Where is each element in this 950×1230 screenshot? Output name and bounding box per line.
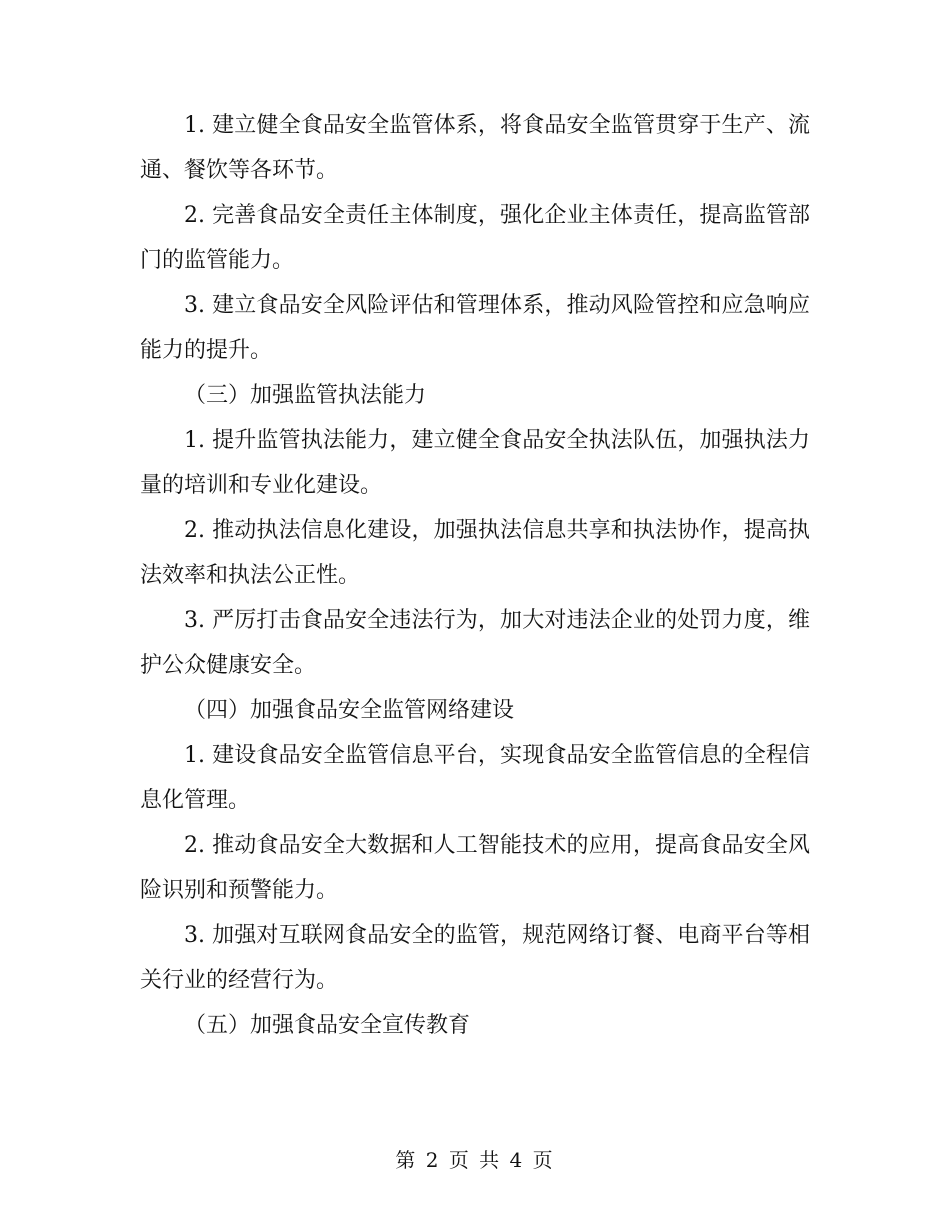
section-heading: （四）加强食品安全监管网络建设 bbox=[184, 698, 515, 723]
paragraph: 2. 完善食品安全责任主体制度，强化企业主体责任，提高监管部门的监管能力。 bbox=[140, 203, 810, 273]
paragraph: 2. 推动食品安全大数据和人工智能技术的应用，提高食品安全风险识别和预警能力。 bbox=[140, 833, 810, 903]
paragraph: 1. 建立健全食品安全监管体系，将食品安全监管贯穿于生产、流通、餐饮等各环节。 bbox=[140, 113, 810, 183]
paragraph: 3. 加强对互联网食品安全的监管，规范网络订餐、电商平台等相关行业的经营行为。 bbox=[140, 923, 810, 993]
paragraph: 3. 严厉打击食品安全违法行为，加大对违法企业的处罚力度，维护公众健康安全。 bbox=[140, 608, 810, 678]
document-body bbox=[140, 103, 810, 1048]
page-number-footer: 第 2 页 共 4 页 bbox=[395, 1148, 555, 1172]
paragraph: 3. 建立食品安全风险评估和管理体系，推动风险管控和应急响应能力的提升。 bbox=[140, 293, 810, 363]
paragraph: 1. 建设食品安全监管信息平台，实现食品安全监管信息的全程信息化管理。 bbox=[140, 743, 810, 813]
section-heading: （三）加强监管执法能力 bbox=[184, 383, 427, 408]
section-heading: （五）加强食品安全宣传教育 bbox=[184, 1013, 471, 1038]
paragraph: 1. 提升监管执法能力，建立健全食品安全执法队伍，加强执法力量的培训和专业化建设。 bbox=[140, 428, 810, 498]
paragraph: 2. 推动执法信息化建设，加强执法信息共享和执法协作，提高执法效率和执法公正性。 bbox=[140, 518, 810, 588]
